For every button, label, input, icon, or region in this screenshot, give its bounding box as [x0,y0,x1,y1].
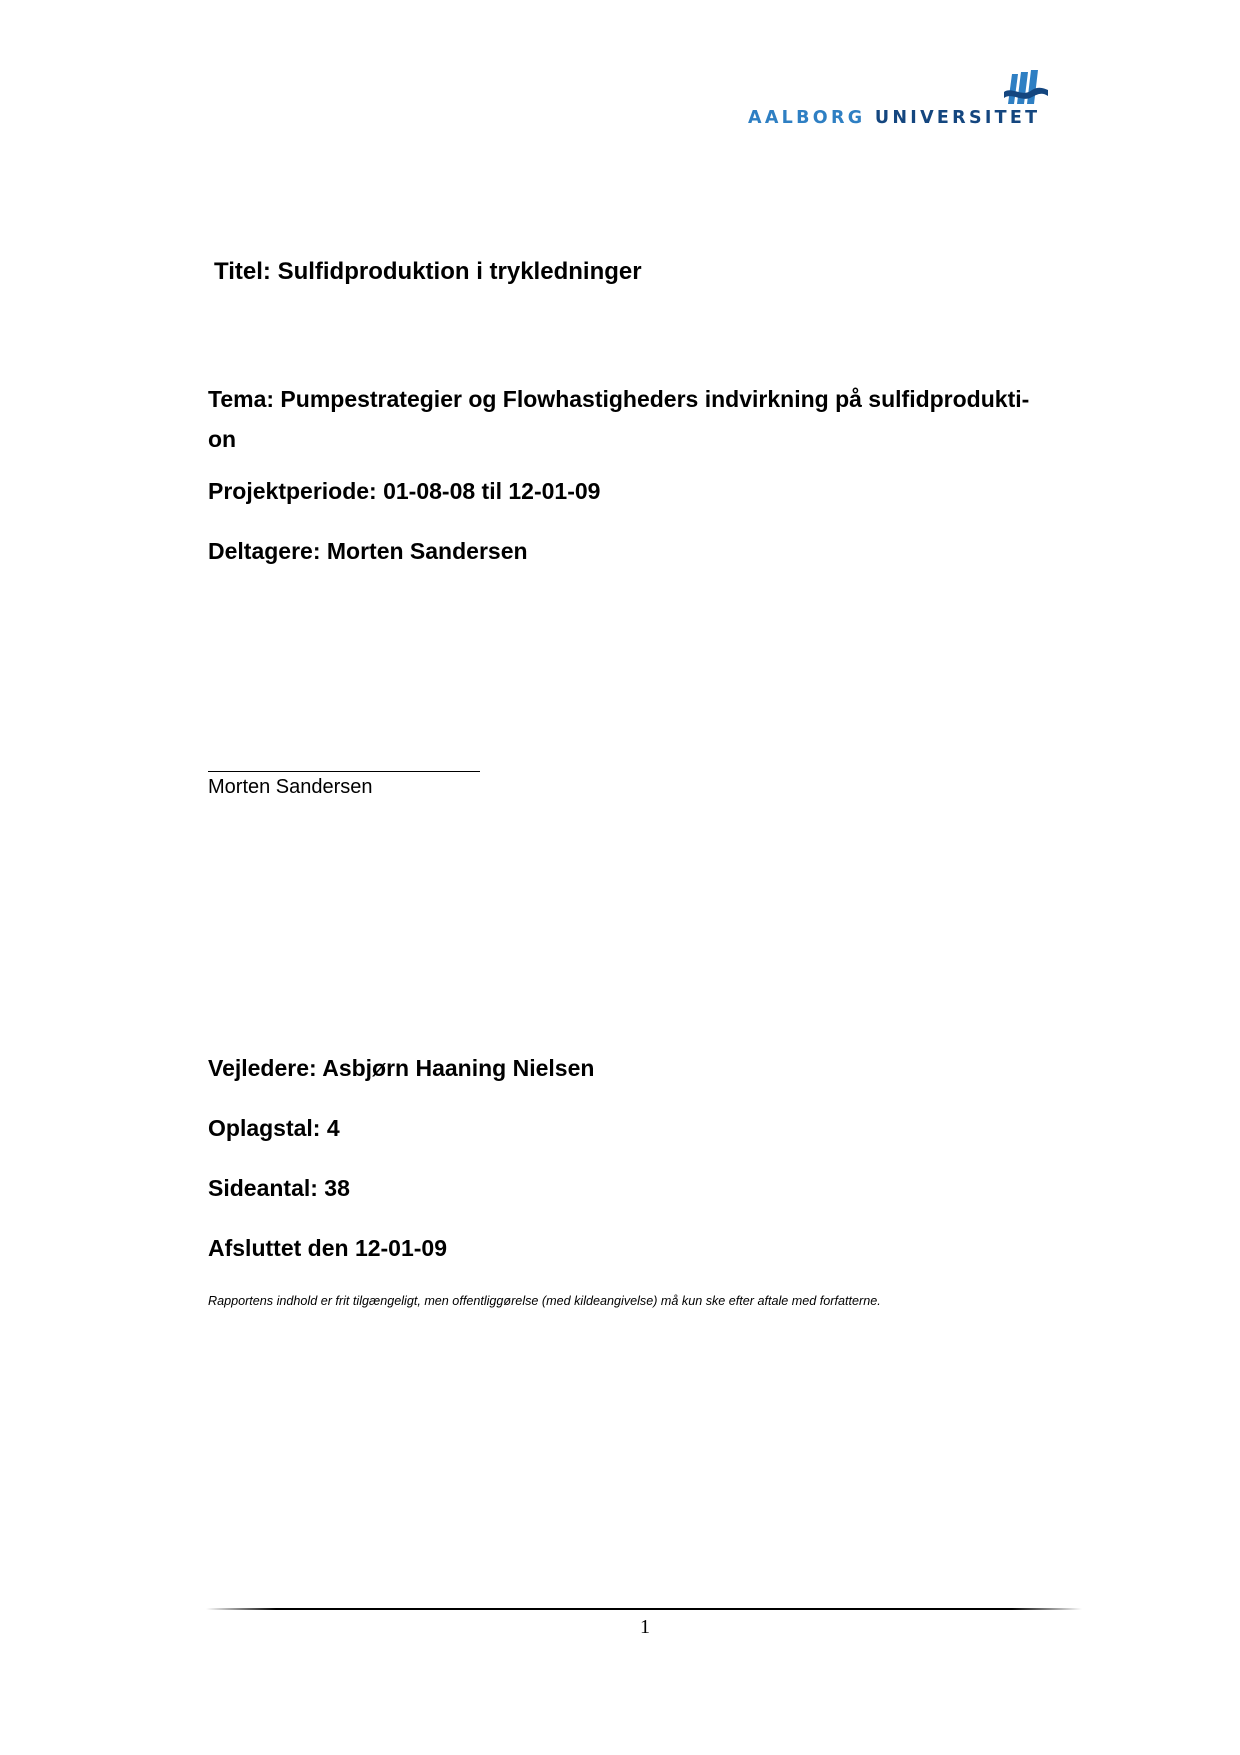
oplagstal-field: Oplagstal: 4 [208,1115,340,1141]
logo-wordmark-universitet: UNIVERSITET [874,108,1041,128]
copyright-note: Rapportens indhold er frit tilgængeligt, men offentliggørelse (med kildeangivelse) må kun ske efter aftale med forfatterne. [208,1294,881,1308]
tema-line-2: on [208,426,237,452]
signature-line [208,771,480,772]
tema-field [208,379,1058,459]
sideantal-field: Sideantal: 38 [208,1175,350,1201]
aalborg-university-emblem-icon [1002,70,1048,106]
footer-divider [206,1608,1082,1610]
university-logo [748,70,1088,132]
signature-name: Morten Sandersen [208,776,373,798]
page-number: 1 [640,1616,650,1638]
afsluttet-field: Afsluttet den 12-01-09 [208,1235,448,1261]
vejledere-field: Vejledere: Asbjørn Haaning Nielsen [208,1055,595,1081]
tema-line-1: Tema: Pumpestrategier og Flowhastigheders indvirkning på sulfidprodukti- [208,386,1030,412]
document-title: Titel: Sulfidproduktion i trykledninger [214,258,642,285]
projektperiode-field: Projektperiode: 01-08-08 til 12-01-09 [208,478,601,504]
logo-wordmark-aalborg: AALBORG [748,108,866,128]
logo-wordmark [748,110,1040,128]
deltagere-field: Deltagere: Morten Sandersen [208,538,528,564]
